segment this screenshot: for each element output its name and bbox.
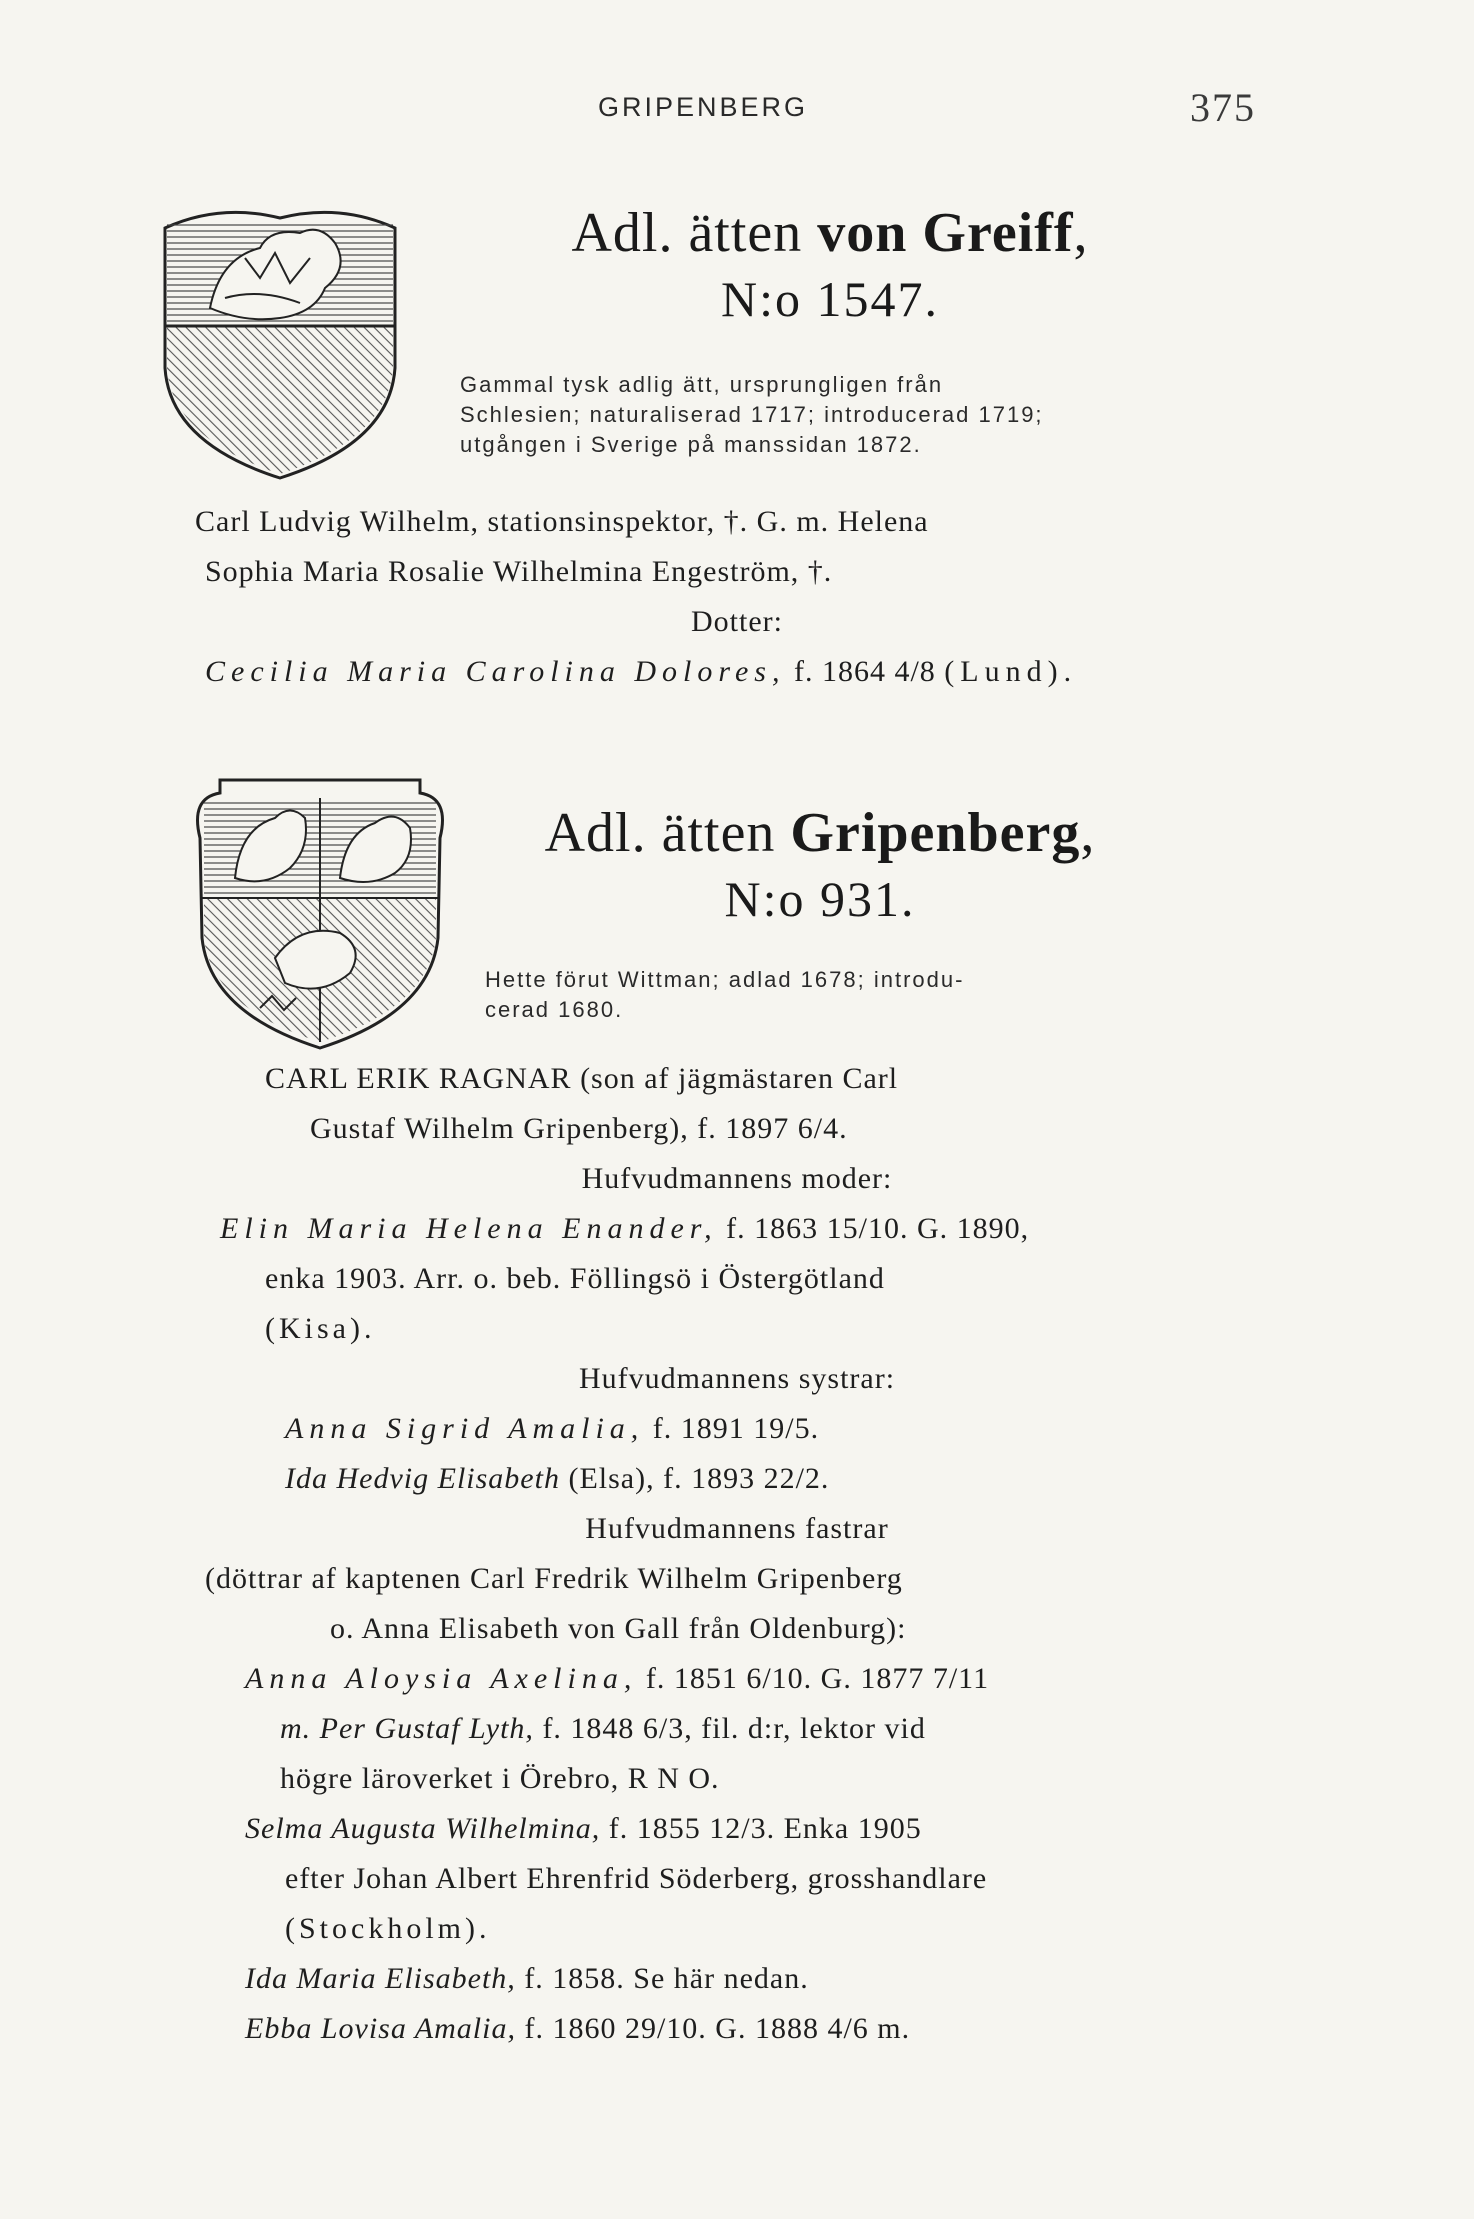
entry-text: f. 1891 19/5. — [652, 1412, 820, 1445]
person-name: Anna Sigrid Amalia, — [285, 1412, 645, 1445]
family-name: von Greiff — [817, 202, 1074, 264]
family-title-greiff: Adl. ätten von Greiff, — [571, 202, 1089, 264]
entry-line-18: (Stockholm). — [285, 1912, 491, 1945]
entry-text: f. 1855 12/3. Enka 1905 — [608, 1812, 922, 1845]
page-number: 375 — [1190, 85, 1256, 130]
entry-text: f. 1851 6/10. G. 1877 7/11 — [645, 1662, 990, 1695]
greiff-line-2: Sophia Maria Rosalie Wilhelmina Engeström, †. — [205, 555, 833, 588]
person-name: m. Per Gustaf Lyth, — [280, 1712, 534, 1745]
person-name: Selma Augusta Wilhelmina, — [245, 1812, 601, 1845]
description-line: Schlesien; naturaliserad 1717; introducerad 1719; — [460, 402, 1044, 427]
entry-line-1: CARL ERIK RAGNAR (son af jägmästaren Carl — [265, 1062, 899, 1095]
coat-of-arms-gripenberg — [180, 758, 460, 1058]
coat-of-arms-greiff — [150, 198, 410, 488]
entry-text: f. 1848 6/3, fil. d:r, lektor vid — [542, 1712, 926, 1745]
entry-text: f. 1863 15/10. G. 1890, — [726, 1212, 1030, 1245]
entry-line-13 — [245, 1662, 989, 1696]
birth-date: f. 1864 4/8 — [793, 655, 936, 688]
person-name: Elin Maria Helena Enander, — [220, 1212, 718, 1245]
entry-line-9 — [285, 1462, 829, 1496]
family-heading-greiff — [530, 200, 1130, 332]
person-name: Cecilia Maria Carolina Dolores, — [205, 655, 786, 688]
entry-line-5: enka 1903. Arr. o. beb. Föllingsö i Östergötland — [265, 1262, 885, 1295]
person-name: Anna Aloysia Axelina, — [245, 1662, 638, 1695]
entry-line-4 — [220, 1212, 1029, 1246]
person-name: Ida Maria Elisabeth, — [245, 1962, 516, 1995]
description-line: Hette förut Wittman; adlad 1678; introdu- — [485, 967, 965, 992]
entry-line-14 — [280, 1712, 926, 1746]
family-description-gripenberg — [485, 965, 964, 1025]
running-head-title: GRIPENBERG — [598, 92, 809, 122]
entry-line-12: o. Anna Elisabeth von Gall från Oldenburg): — [330, 1612, 907, 1645]
place: (Lund). — [944, 655, 1078, 688]
family-description-greiff — [460, 370, 1044, 460]
family-name: Gripenberg — [790, 802, 1081, 864]
running-head — [0, 85, 1474, 132]
entry-line-20 — [245, 2012, 910, 2046]
family-heading-gripenberg — [520, 800, 1120, 932]
description-line: utgången i Sverige på manssidan 1872. — [460, 432, 922, 457]
entry-text: f. 1860 29/10. G. 1888 4/6 m. — [524, 2012, 911, 2045]
family-title-gripenberg: Adl. ätten Gripenberg, — [544, 802, 1096, 864]
person-name: Ida Hedvig Elisabeth — [285, 1462, 560, 1495]
entry-line-10: Hufvudmannens fastrar — [585, 1512, 889, 1545]
entry-line-17: efter Johan Albert Ehrenfrid Söderberg, grosshandlare — [285, 1862, 988, 1895]
entry-line-15: högre läroverket i Örebro, R N O. — [280, 1762, 720, 1795]
entry-line-7: Hufvudmannens systrar: — [578, 1362, 896, 1395]
greiff-line-1: Carl Ludvig Wilhelm, stationsinspektor, †. G. m. Helena — [195, 505, 929, 538]
family-number-greiff: N:o 1547. — [721, 271, 939, 327]
entry-line-6: (Kisa). — [265, 1312, 376, 1345]
description-line: Gammal tysk adlig ätt, ursprungligen från — [460, 372, 944, 397]
greiff-daughter-heading: Dotter: — [691, 605, 783, 638]
entry-text: (Elsa), f. 1893 22/2. — [568, 1462, 830, 1495]
entry-line-19 — [245, 1962, 809, 1996]
entry-line-8 — [285, 1412, 819, 1446]
family-title-prefix: Adl. ätten — [544, 802, 776, 864]
entry-line-2: Gustaf Wilhelm Gripenberg), f. 1897 6/4. — [310, 1112, 848, 1145]
entry-text: f. 1858. Se här nedan. — [524, 1962, 809, 1995]
person-name: Ebba Lovisa Amalia, — [245, 2012, 516, 2045]
family-number-gripenberg: N:o 931. — [724, 871, 916, 927]
family-title-prefix: Adl. ätten — [571, 202, 803, 264]
entry-line-11: (döttrar af kaptenen Carl Fredrik Wilhelm Gripenberg — [205, 1562, 903, 1595]
entry-line-16 — [245, 1812, 922, 1846]
entry-line-3: Hufvudmannens moder: — [581, 1162, 893, 1195]
description-line: cerad 1680. — [485, 997, 624, 1022]
greiff-daughter-entry — [205, 655, 1077, 689]
